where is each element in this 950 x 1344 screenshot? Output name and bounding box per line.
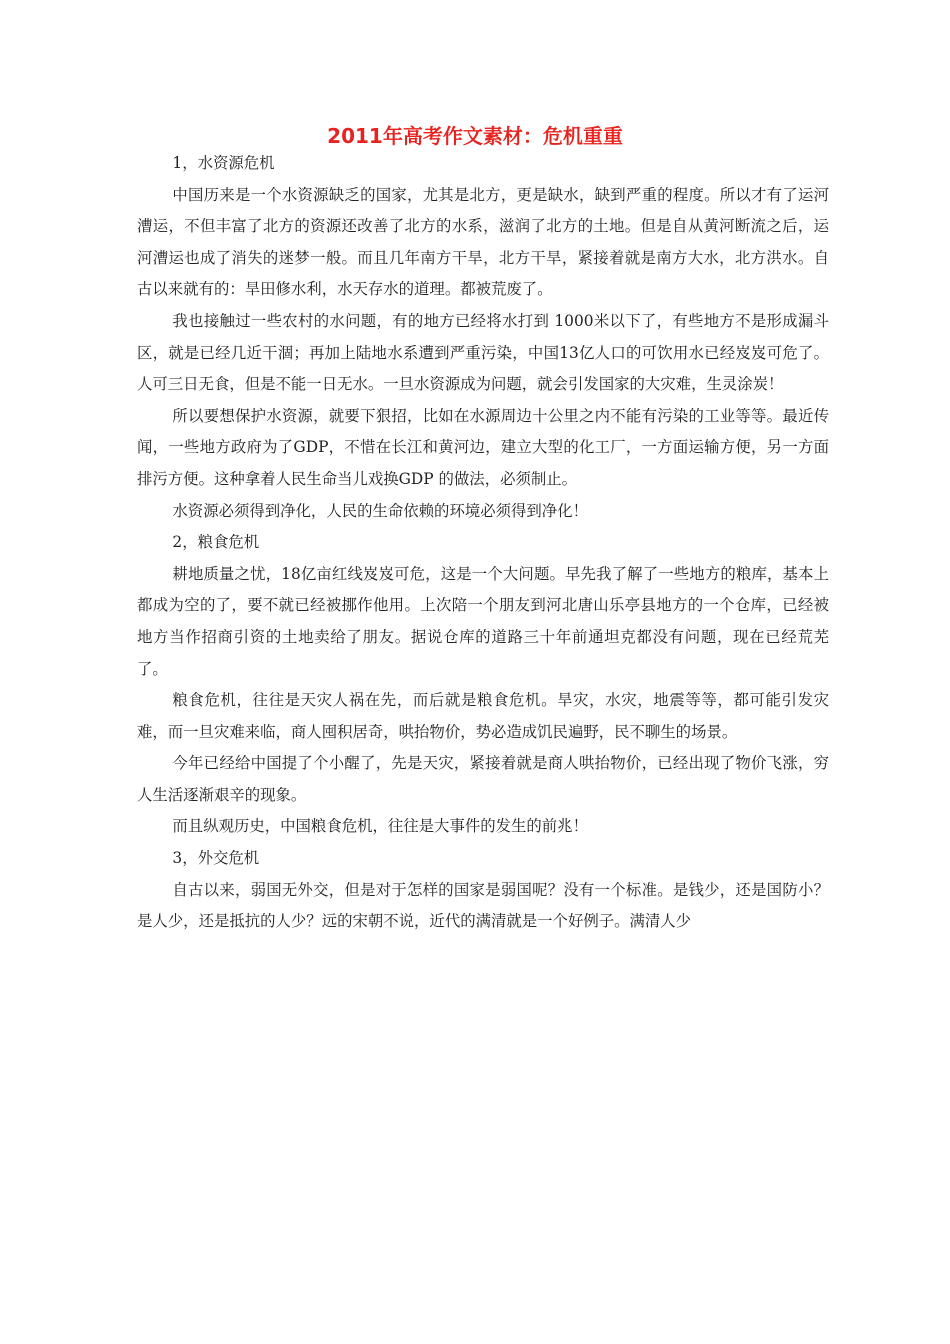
paragraph: 中国历来是一个水资源缺乏的国家，尤其是北方，更是缺水，缺到严重的程度。所以才有了运河漕运，不但丰富了北方的资源还改善了北方的水系，滋润了北方的土地。但是自从黄河断流之后，运河漕运也成了消失的迷梦一般。而且几年南方干旱，北方干旱，紧接着就是南方大水，北方洪水。自古以来就有的：旱田修水利，水天存水的道理。都被荒废了。	[137, 185, 829, 299]
paragraph: 我也接触过一些农村的水问题，有的地方已经将水打到 1000米以下了，有些地方不是形成漏斗区，就是已经几近干涸；再加上陆地水系遭到严重污染，中国13亿人口的可饮用水已经岌岌可危了。人可三日无食，但是不能一日无水。一旦水资源成为问题，就会引发国家的大灾难，生灵涂炭！	[137, 311, 829, 394]
section-heading-water: 1，水资源危机	[172, 154, 275, 172]
paragraph: 所以要想保护水资源，就要下狠招，比如在水源周边十公里之内不能有污染的工业等等。最近传闻，一些地方政府为了GDP，不惜在长江和黄河边，建立大型的化工厂，一方面运输方便，另一方面排污方便。这种拿着人民生命当儿戏换GDP 的做法，必须制止。	[137, 406, 829, 488]
paragraph: 而且纵观历史，中国粮食危机，往往是大事件的发生的前兆！	[172, 817, 588, 836]
document-body	[137, 148, 829, 938]
paragraph: 水资源必须得到净化，人民的生命依赖的环境必须得到净化！	[172, 501, 588, 520]
paragraph: 耕地质量之忧，18亿亩红线岌岌可危，这是一个大问题。早先我了解了一些地方的粮库，基本上都成为空的了，要不就已经被挪作他用。上次陪一个朋友到河北唐山乐亭县地方的一个仓库，已经被地方当作招商引资的土地卖给了朋友。据说仓库的道路三十年前通坦克都没有问题，现在已经荒芜了。	[137, 564, 829, 678]
section-heading-food: 2，粮食危机	[172, 533, 260, 552]
paragraph: 粮食危机，往往是天灾人祸在先，而后就是粮食危机。旱灾，水灾，地震等等，都可能引发灾难，而一旦灾难来临，商人囤积居奇，哄抬物价，势必造成饥民遍野，民不聊生的场景。	[137, 691, 829, 741]
paragraph: 自古以来，弱国无外交，但是对于怎样的国家是弱国呢？没有一个标准。是钱少，还是国防小？是人少，还是抵抗的人少？远的宋朝不说，近代的满清就是一个好例子。满清人少	[137, 880, 829, 931]
section-heading-diplomacy: 3，外交危机	[172, 849, 260, 868]
paragraph: 今年已经给中国提了个小醒了，先是天灾，紧接着就是商人哄抬物价，已经出现了物价飞涨，穷人生活逐渐艰辛的现象。	[137, 754, 829, 804]
document-title: 2011年高考作文素材：危机重重	[327, 124, 623, 148]
